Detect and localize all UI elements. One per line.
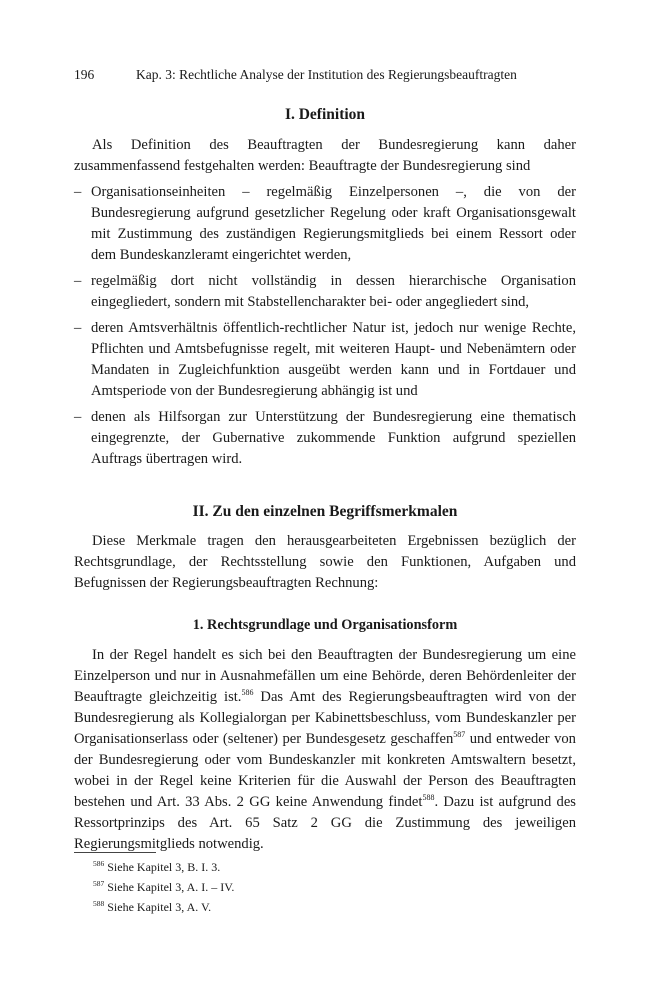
list-item-text: regelmäßig dort nicht vollständig in dessen hierarchische Organisation eingegliedert, sondern mit Stabstellencharakter bei- oder angegliedert sind, <box>91 273 576 310</box>
footnote-number: 587 <box>93 879 105 888</box>
rechtsgrundlage-paragraph <box>74 645 576 855</box>
paragraph-text: und entweder von der Bundesregierung oder vom Bundeskanzler mit konkreten Amtswaltern besetzt, wobei in der Regel keine Kriterien für die Auswahl der Person des Beauftragten bestehen und Art. 33 Abs. 2 GG keine Anwendung findet <box>74 731 576 810</box>
list-item-text: Organisationseinheiten – regelmäßig Einzelpersonen –, die von der Bundesregierung aufgrund gesetzlicher Regelung oder kraft Organisationsgewalt mit Zustimmung des zuständigen Regierungsmitglieds bei einem Ressort oder dem Bundeskanzleramt eingerichtet werden, <box>91 184 576 263</box>
list-item <box>74 407 576 470</box>
footnote-number: 588 <box>93 899 105 908</box>
subsection-heading-rechtsgrundlage: 1. Rechtsgrundlage und Organisationsform <box>192 617 458 633</box>
definition-list <box>74 182 576 470</box>
footnote-ref[interactable]: 588 <box>422 793 435 803</box>
footnote <box>74 897 576 917</box>
footnote-ref[interactable]: 587 <box>453 730 466 740</box>
paragraph-text: . Dazu ist aufgrund des Ressortprinzips des Art. 65 Satz 2 GG die Zustimmung des jeweiligen Regierungsmitglieds notwendig. <box>74 794 576 852</box>
paragraph-text: In der Regel handelt es sich bei den Beauftragten der Bundesregierung um eine Einzelperson und nur in Ausnahmefällen um eine Behörde, deren Behördenleiter der Beauftragte gleichzeitig ist. <box>74 647 576 705</box>
footnotes <box>74 852 576 917</box>
page-body <box>74 104 576 855</box>
page-number: 196 <box>74 67 95 82</box>
section-heading-definition: I. Definition <box>284 106 366 123</box>
begriffsmerkmale-intro: Diese Merkmale tragen den herausgearbeiteten Ergebnissen bezüglich der Rechtsgrundlage, der Rechtsstellung sowie den Funktionen, Aufgaben und Befugnissen der Regierungsbeauftragten Rechnung: <box>74 533 576 591</box>
dash-marker: – <box>74 409 82 425</box>
footnote-divider <box>74 852 156 853</box>
list-item <box>74 318 576 402</box>
dash-marker: – <box>74 320 82 336</box>
list-item <box>74 182 576 266</box>
footnote-text: Siehe Kapitel 3, A. I. – IV. <box>104 880 235 894</box>
definition-intro: Als Definition des Beauftragten der Bundesregierung kann daher zusammenfassend festgehalten werden: Beauftragte der Bundesregierung sind <box>74 137 576 174</box>
running-title: Kap. 3: Rechtliche Analyse der Institution des Regierungsbeauftragten <box>136 67 517 82</box>
footnote-ref[interactable]: 586 <box>241 688 254 698</box>
paragraph-text: Das Amt des Regierungsbeauftragten wird von der Bundesregierung als Kollegialorgan per Kabinettsbeschluss, vom Bundeskanzler per Organisationserlass oder (seltener) per Bundesgesetz geschaffen <box>74 689 577 747</box>
footnote-number: 586 <box>93 859 105 868</box>
list-item-text: deren Amtsverhältnis öffentlich-rechtlicher Natur ist, jedoch nur wenige Rechte, Pflichten und Amtsbefugnisse regelt, mit weiteren Haupt- und Nebenämtern oder Mandaten in Zugleichfunktion ausgeübt werden kann und in Fortdauer und Amtsperiode von der Bundesregierung abhängig ist und <box>91 320 576 399</box>
footnote-text: Siehe Kapitel 3, A. V. <box>104 900 212 914</box>
running-header <box>74 66 574 84</box>
dash-marker: – <box>74 184 82 200</box>
dash-marker: – <box>74 273 82 289</box>
list-item <box>74 271 576 313</box>
section-heading-begriffsmerkmale: II. Zu den einzelnen Begriffsmerkmalen <box>192 503 458 520</box>
footnote <box>74 857 576 877</box>
footnote <box>74 877 576 897</box>
footnote-text: Siehe Kapitel 3, B. I. 3. <box>104 860 221 874</box>
list-item-text: denen als Hilfsorgan zur Unterstützung der Bundesregierung eine thematisch eingegrenzte, der Gubernative zukommende Funktion aufgrund speziellen Auftrags übertragen wird. <box>91 409 576 467</box>
